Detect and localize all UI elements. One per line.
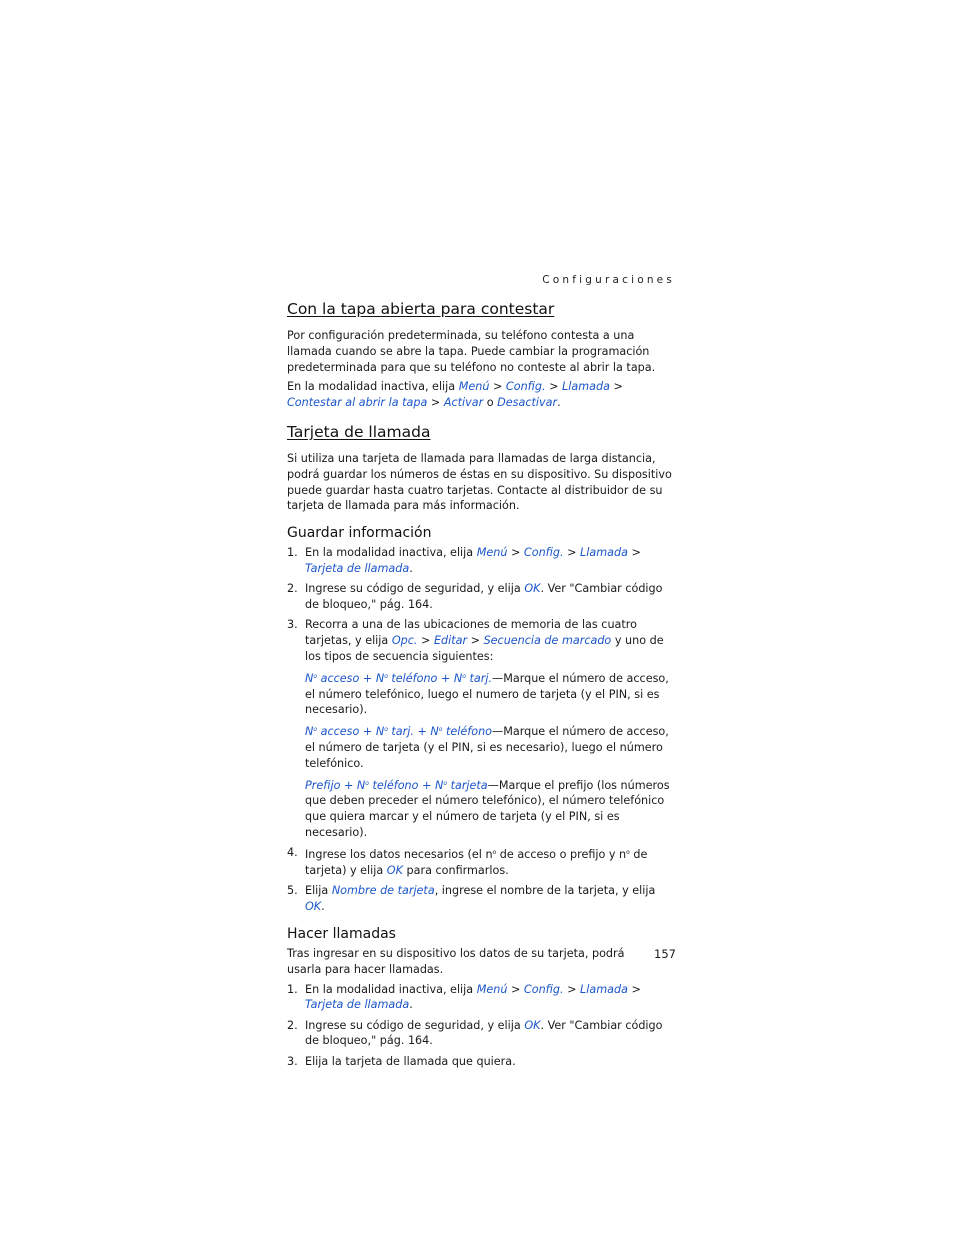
sequence-option-2: $N^o$ acceso + $N^o$ tarj. + $N^o$ teléfono—Marque el número de acceso, el número de tarjeta (y el PIN, si es necesario), luego el número telefónico. [305,725,669,770]
paragraph-tarjeta-intro: Si utiliza una tarjeta de llamada para llamadas de larga distancia, podrá guardar los números de éstas en su dispositivo. Su dispositivo puede guardar hasta cuatro tarjetas. Contacte al distribuidor de su tarjeta de llamada para más información. [287,451,672,513]
link-ok[interactable]: OK [386,864,403,878]
link-ok[interactable]: OK [524,1018,541,1032]
link-sequence-2[interactable]: $N^o$ acceso + $N^o$ tarj. + $N^o$ teléfono [305,725,493,739]
link-tarjeta-llamada[interactable]: Tarjeta de llamada [305,998,410,1012]
link-menu[interactable]: Menú [458,380,490,394]
link-sequence-3[interactable]: Prefijo + $N^o$ teléfono + $N^o$ tarjeta [305,778,488,792]
link-sequence-1[interactable]: $N^o$ acceso + $N^o$ teléfono + $N^o$ tarj. [305,671,492,685]
list-item: 3. Recorra a una de las ubicaciones de memoria de las cuatro tarjetas, y elija Opc. > Editar > Secuencia de marcado y uno de los tipos de secuencia siguientes: $N^o$ acceso + $N^o$ teléfono + $N^o$ tarj.—Marque el número de acceso, el número telefónico, luego el numero de tarjeta (y el PIN, si es necesario). $N^o$ acceso + $N^o$ tarj. + $N^o$ teléfono—Marque el número de acceso, el número de tarjeta (y el PIN, si es necesario), luego el número telefónico. Prefijo + $N^o$ teléfono + $N^o$ tarjeta—Marque el prefijo (los números que deben preceder el número telefónico), el número telefónico que quiera marcar y el número de tarjeta (y el PIN, si es necesario). [287,617,677,840]
link-config[interactable]: Config. [523,982,564,996]
section-title-tapa: Con la tapa abierta para contestar [287,300,555,318]
list-item: 4. Ingrese los datos necesarios (el $n^o$ de acceso o prefijo y $n^o$ de tarjeta) y elija OK para confirmarlos. [287,846,648,878]
list-item: 2. Ingrese su código de seguridad, y elija OK. Ver "Cambiar código de bloqueo," pág. 164. [287,1018,663,1048]
paragraph-hacer-intro: Tras ingresar en su dispositivo los datos de su tarjeta, podrá usarla para hacer llamadas. [287,946,625,976]
page-number: 157 [654,947,676,961]
list-item: 1. En la modalidad inactiva, elija Menú > Config. > Llamada > Tarjeta de llamada. [287,546,641,575]
link-secuencia[interactable]: Secuencia de marcado [483,634,612,648]
link-config[interactable]: Config. [505,380,546,394]
link-ok[interactable]: OK [305,900,322,914]
sequence-option-1: $N^o$ acceso + $N^o$ teléfono + $N^o$ tarj.—Marque el número de acceso, el número telefónico, luego el numero de tarjeta (y el PIN, si es necesario). [305,671,669,717]
running-header: Configuraciones [542,274,675,286]
link-ok[interactable]: OK [524,582,541,596]
link-menu[interactable]: Menú [476,546,508,560]
list-item: 2. Ingrese su código de seguridad, y elija OK. Ver "Cambiar código de bloqueo," pág. 164. [287,582,663,612]
link-contestar[interactable]: Contestar al abrir la tapa [287,396,428,410]
list-item: 1. En la modalidad inactiva, elija Menú > Config. > Llamada > Tarjeta de llamada. [287,982,641,1012]
subsection-title-hacer: Hacer llamadas [287,925,396,942]
steps-hacer [287,982,677,1070]
link-llamada[interactable]: Llamada [562,380,610,394]
link-config[interactable]: Config. [523,546,564,560]
link-llamada[interactable]: Llamada [580,982,628,996]
subsection-title-guardar: Guardar información [287,525,432,542]
link-activar[interactable]: Activar [443,396,484,410]
link-tarjeta-llamada[interactable]: Tarjeta de llamada [305,561,410,575]
sequence-option-3: Prefijo + $N^o$ teléfono + $N^o$ tarjeta—Marque el prefijo (los números que deben preceder el número telefónico), el número telefónico que quiera marcar y el número de tarjeta (y el PIN, si es necesario). [305,778,670,839]
link-menu[interactable]: Menú [476,982,508,996]
section-title-tarjeta: Tarjeta de llamada [287,422,431,441]
link-llamada[interactable]: Llamada [580,546,628,560]
paragraph-tapa-path: En la modalidad inactiva, elija Menú > Config. > Llamada > Contestar al abrir la tapa > Activar o Desactivar. [287,380,623,410]
list-item: 3. Elija la tarjeta de llamada que quiera. [287,1054,516,1068]
link-opc[interactable]: Opc. [391,634,418,648]
list-item: 5. Elija Nombre de tarjeta, ingrese el nombre de la tarjeta, y elija OK. [287,884,656,914]
link-desactivar[interactable]: Desactivar [497,396,558,410]
steps-guardar [287,545,677,915]
link-editar[interactable]: Editar [433,634,468,648]
link-nombre-tarjeta[interactable]: Nombre de tarjeta [331,884,435,898]
paragraph-tapa-intro: Por configuración predeterminada, su teléfono contesta a una llamada cuando se abre la tapa. Puede cambiar la programación predeterminada para que su teléfono no conteste al abrir la tapa. [287,329,656,374]
